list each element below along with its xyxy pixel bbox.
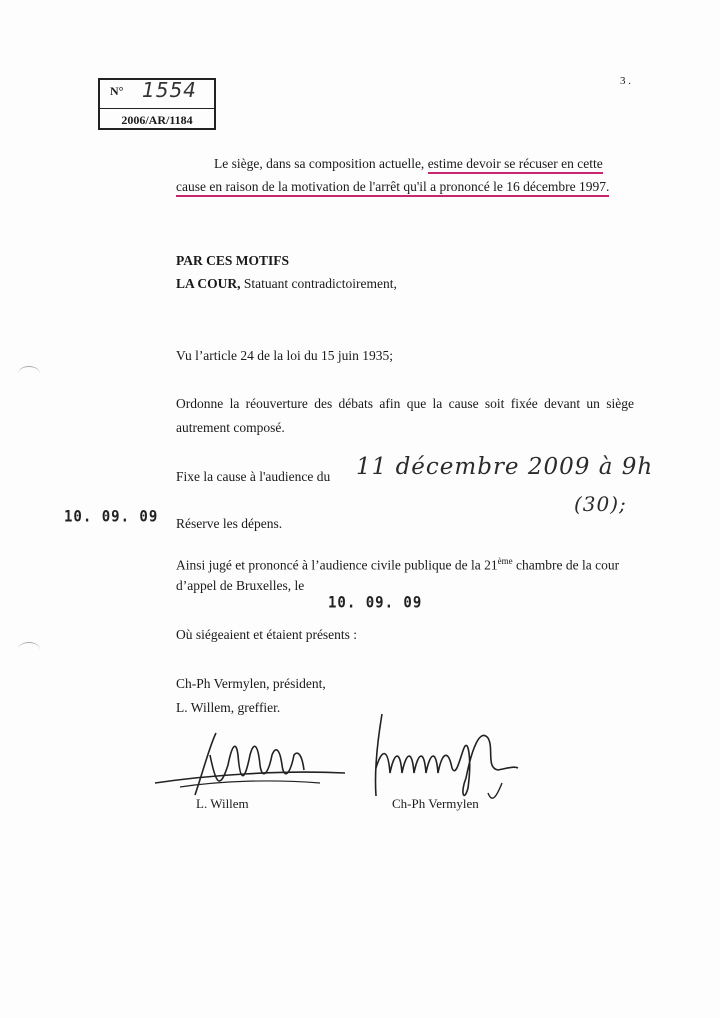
ordonne-line-2: autrement composé. bbox=[176, 420, 285, 435]
cour-text: Statuant contradictoirement, bbox=[240, 276, 397, 291]
president-line: Ch-Ph Vermylen, président, bbox=[176, 676, 326, 691]
president-signature bbox=[368, 708, 548, 808]
binder-hole-mark bbox=[18, 366, 40, 381]
recusal-line-2 bbox=[176, 178, 609, 196]
greffier-signature bbox=[150, 725, 350, 805]
ainsi-text-end: chambre de la cour bbox=[512, 557, 620, 573]
recusal-underlined-text: cause en raison de la motivation de l'arrêt qu'il a prononcé le 16 décembre 1997. bbox=[176, 179, 609, 197]
presence-heading: Où siégeaient et étaient présents : bbox=[176, 627, 358, 642]
president-signature-name: Ch-Ph Vermylen bbox=[392, 796, 479, 811]
ainsi-line-2: d’appel de Bruxelles, le bbox=[176, 578, 305, 593]
handwritten-hearing-time: (30); bbox=[574, 492, 627, 516]
number-label: N° bbox=[110, 84, 124, 98]
ainsi-line-1 bbox=[176, 552, 619, 575]
greffier-line: L. Willem, greffier. bbox=[176, 700, 281, 715]
case-reference: 2006/AR/1184 bbox=[121, 113, 193, 127]
greffier-signature-name: L. Willem bbox=[196, 796, 249, 811]
ainsi-text: Ainsi jugé et prononcé à l’audience civile publique de la 21 bbox=[176, 557, 498, 573]
recusal-underlined-text: estime devoir se récuser en cette bbox=[428, 156, 603, 174]
case-number-box bbox=[98, 78, 216, 130]
ainsi-superscript: ème bbox=[497, 556, 513, 566]
cour-label: LA COUR, bbox=[176, 276, 241, 291]
handwritten-case-number: 1554 bbox=[142, 78, 197, 102]
motifs-heading: PAR CES MOTIFS bbox=[176, 253, 290, 268]
vu-article: Vu l’article 24 de la loi du 15 juin 1935; bbox=[176, 348, 394, 363]
ordonne-line-1: Ordonne la réouverture des débats afin que la cause soit fixée devant un siège bbox=[176, 396, 634, 411]
recusal-line-1 bbox=[214, 155, 603, 173]
page-number: 3 . bbox=[620, 75, 631, 87]
cour-line bbox=[176, 275, 397, 293]
fixe-text: Fixe la cause à l'audience du bbox=[176, 469, 331, 484]
date-stamp-left: 10. 09. 09 bbox=[64, 507, 159, 527]
handwritten-hearing-date: 11 décembre 2009 à 9h bbox=[356, 454, 654, 480]
date-stamp-inline: 10. 09. 09 bbox=[328, 593, 423, 613]
recusal-text: Le siège, dans sa composition actuelle, bbox=[214, 156, 428, 171]
binder-hole-mark bbox=[18, 642, 40, 657]
box-divider bbox=[100, 108, 214, 109]
reserve-text: Réserve les dépens. bbox=[176, 516, 283, 531]
